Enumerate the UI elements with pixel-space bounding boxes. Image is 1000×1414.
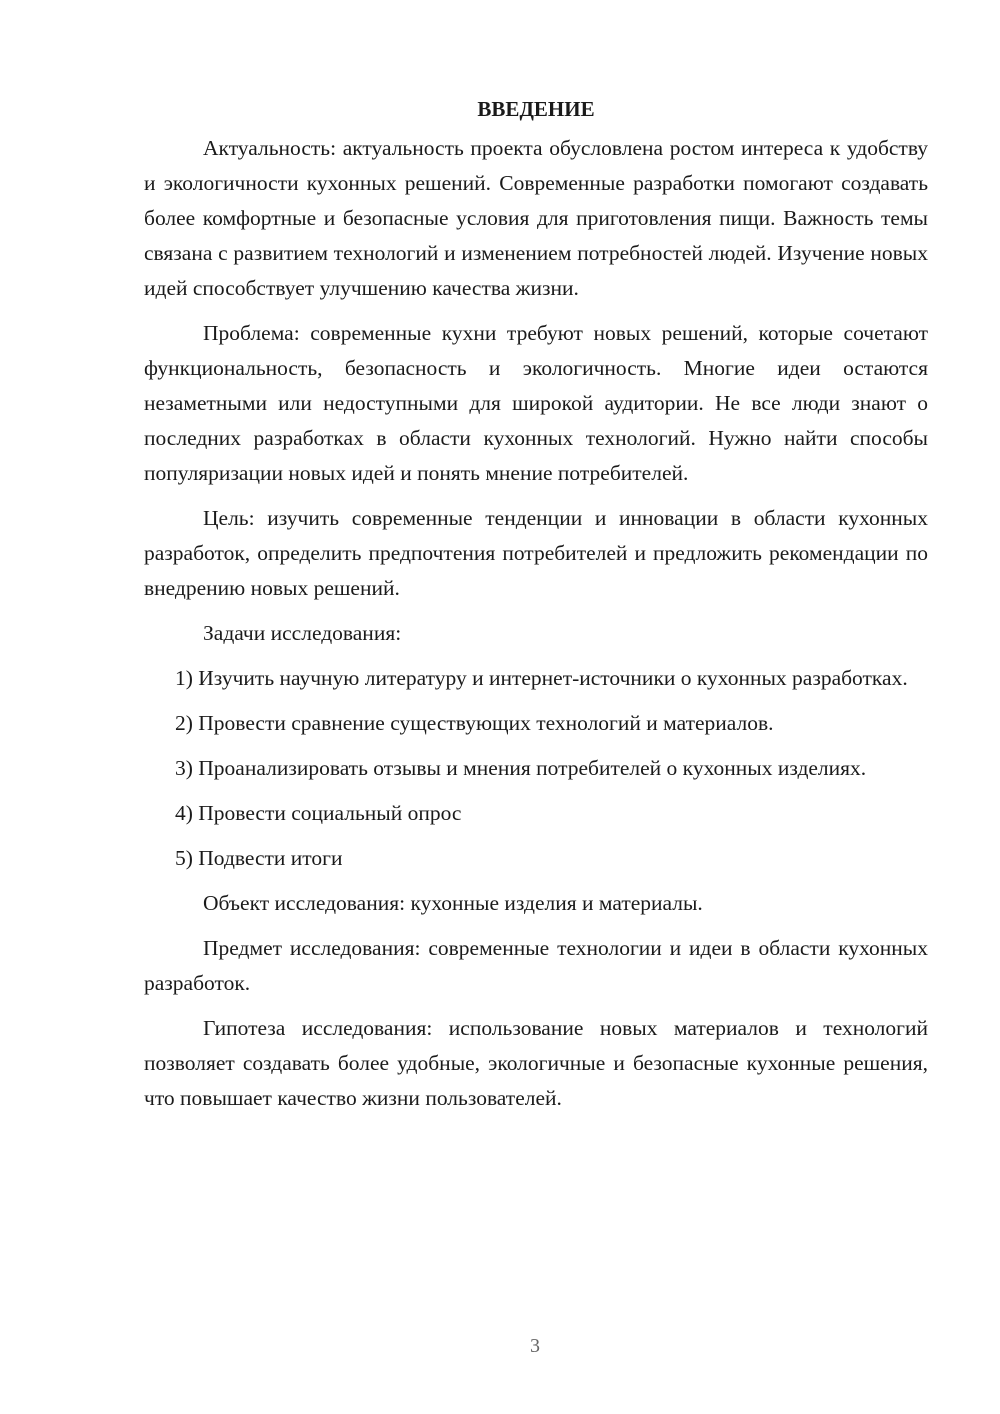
- tasks-intro: Задачи исследования:: [203, 621, 402, 645]
- paragraph-problem: Проблема: современные кухни требуют новых решений, которые сочетают функциональность, безопасность и экологичность. Многие идеи остаются незаметными или недоступными для широкой аудитории. Не все люди знают о последних разработках в области кухонных технологий. Нужно найти способы популяризации новых идей и понять мнение потребителей.: [144, 321, 928, 485]
- paragraph-goal: Цель: изучить современные тенденции и инновации в области кухонных разработок, определить предпочтения потребителей и предложить рекомендации по внедрению новых решений.: [144, 506, 928, 600]
- task-item-5: 5) Подвести итоги: [175, 846, 343, 870]
- page-number: 3: [530, 1335, 540, 1357]
- task-item-3: 3) Проанализировать отзывы и мнения потребителей о кухонных изделиях.: [175, 756, 867, 780]
- paragraph-relevance: Актуальность: актуальность проекта обусловлена ростом интереса к удобству и экологичности кухонных решений. Современные разработки помогают создавать более комфортные и безопасные условия для приготовления пищи. Важность темы связана с развитием технологий и изменением потребностей людей. Изучение новых идей способствует улучшению качества жизни.: [144, 136, 928, 300]
- document-page: [144, 92, 928, 1116]
- section-heading: ВВЕДЕНИЕ: [477, 97, 595, 121]
- task-item-1: 1) Изучить научную литературу и интернет-источники о кухонных разработках.: [175, 666, 908, 690]
- task-item-4: 4) Провести социальный опрос: [175, 801, 462, 825]
- task-item-2: 2) Провести сравнение существующих технологий и материалов.: [175, 711, 774, 735]
- paragraph-subject: Предмет исследования: современные технологии и идеи в области кухонных разработок.: [144, 936, 928, 995]
- paragraph-hypothesis: Гипотеза исследования: использование новых материалов и технологий позволяет создавать более удобные, экологичные и безопасные кухонные решения, что повышает качество жизни пользователей.: [144, 1016, 928, 1110]
- paragraph-object: Объект исследования: кухонные изделия и материалы.: [203, 891, 703, 915]
